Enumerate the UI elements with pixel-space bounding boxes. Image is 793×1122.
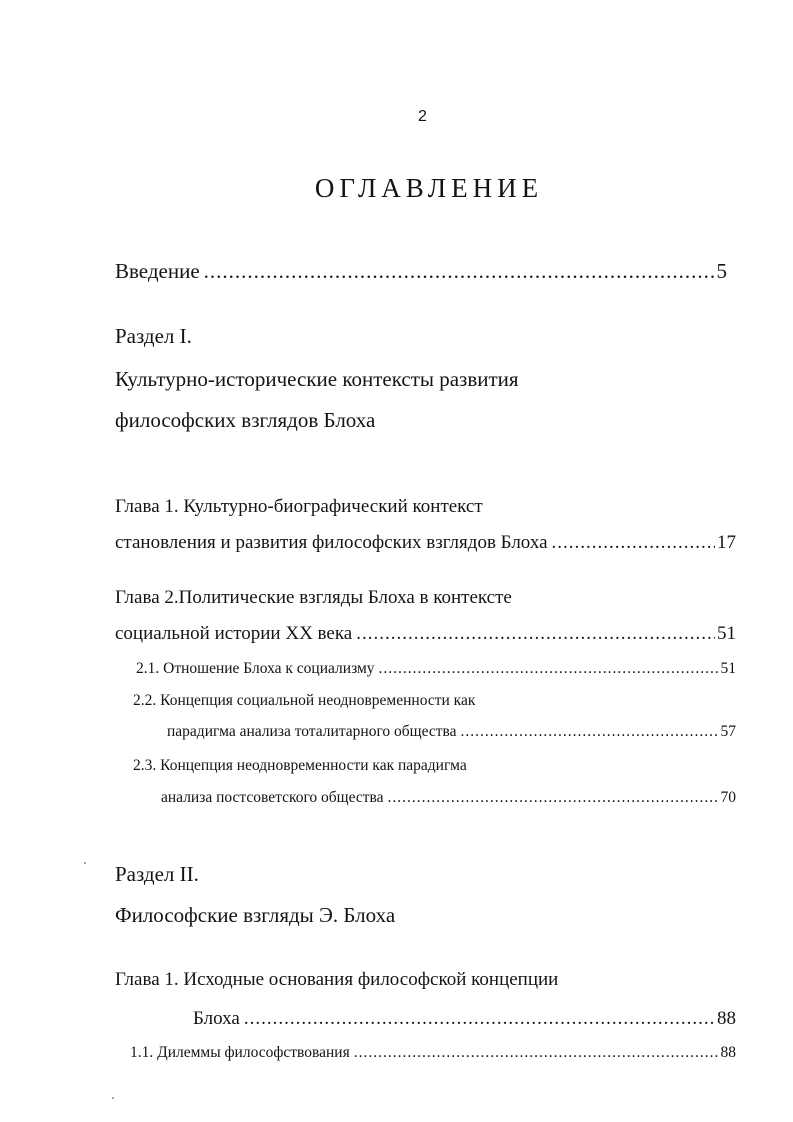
dot-leader — [461, 723, 719, 741]
toc-entry-label: Введение — [115, 259, 200, 283]
section-heading-1: Раздел I. — [115, 324, 192, 348]
toc-subsection-2-1[interactable] — [136, 660, 736, 678]
toc-page-number: 17 — [717, 532, 736, 553]
toc-page-number: 51 — [720, 660, 736, 677]
dot-leader — [244, 1008, 715, 1030]
toc-subsection-2-1-1[interactable] — [130, 1044, 736, 1062]
toc-entry-intro[interactable] — [115, 259, 727, 284]
toc-entry-label: 2.1. Отношение Блоха к социализму — [136, 660, 375, 677]
toc-entry-label: Блоха — [193, 1008, 240, 1029]
section-heading-2: Раздел II. — [115, 862, 199, 886]
scan-speck — [112, 1097, 114, 1099]
section-subtitle-1-line1: Культурно-исторические контексты развития — [115, 367, 519, 391]
scan-speck — [84, 862, 86, 864]
toc-chapter-2[interactable] — [115, 623, 736, 645]
toc-page-number: 5 — [716, 259, 727, 283]
dot-leader — [388, 789, 719, 807]
dot-leader — [356, 623, 715, 645]
dot-leader — [354, 1044, 719, 1062]
toc-chapter-2-1-line1[interactable]: Глава 1. Исходные основания философской концепции — [115, 969, 559, 990]
toc-subsection-2-2-line1[interactable]: 2.2. Концепция социальной неодновременности как — [133, 692, 476, 709]
toc-chapter-2-1[interactable] — [193, 1008, 736, 1030]
toc-entry-label: анализа постсоветского общества — [161, 789, 384, 806]
section-subtitle-1-line2: философских взглядов Блоха — [115, 408, 376, 432]
dot-leader — [379, 660, 719, 678]
toc-subsection-2-2[interactable] — [167, 723, 736, 741]
toc-entry-label: 1.1. Дилеммы философствования — [130, 1044, 350, 1061]
toc-page-number: 70 — [720, 789, 736, 806]
toc-chapter-1[interactable] — [115, 532, 736, 554]
page-title: ОГЛАВЛЕНИЕ — [314, 173, 544, 203]
toc-chapter-1-line1[interactable]: Глава 1. Культурно-биографический контекст — [115, 496, 483, 517]
toc-entry-label: становления и развития философских взглядов Блоха — [115, 532, 548, 553]
toc-chapter-2-line1[interactable]: Глава 2.Политические взгляды Блоха в контексте — [115, 587, 512, 608]
toc-page-number: 51 — [717, 623, 736, 644]
toc-page-number: 57 — [720, 723, 736, 740]
toc-page-number: 88 — [717, 1008, 736, 1029]
toc-subsection-2-3[interactable] — [161, 789, 736, 807]
toc-entry-label: парадигма анализа тоталитарного общества — [167, 723, 457, 740]
section-subtitle-2: Философские взгляды Э. Блоха — [115, 903, 396, 927]
toc-page-number: 88 — [720, 1044, 736, 1061]
toc-subsection-2-3-line1[interactable]: 2.3. Концепция неодновременности как парадигма — [133, 757, 467, 774]
dot-leader — [552, 532, 715, 554]
dot-leader — [204, 259, 715, 284]
page-number: 2 — [418, 108, 427, 125]
toc-entry-label: социальной истории XX века — [115, 623, 353, 644]
